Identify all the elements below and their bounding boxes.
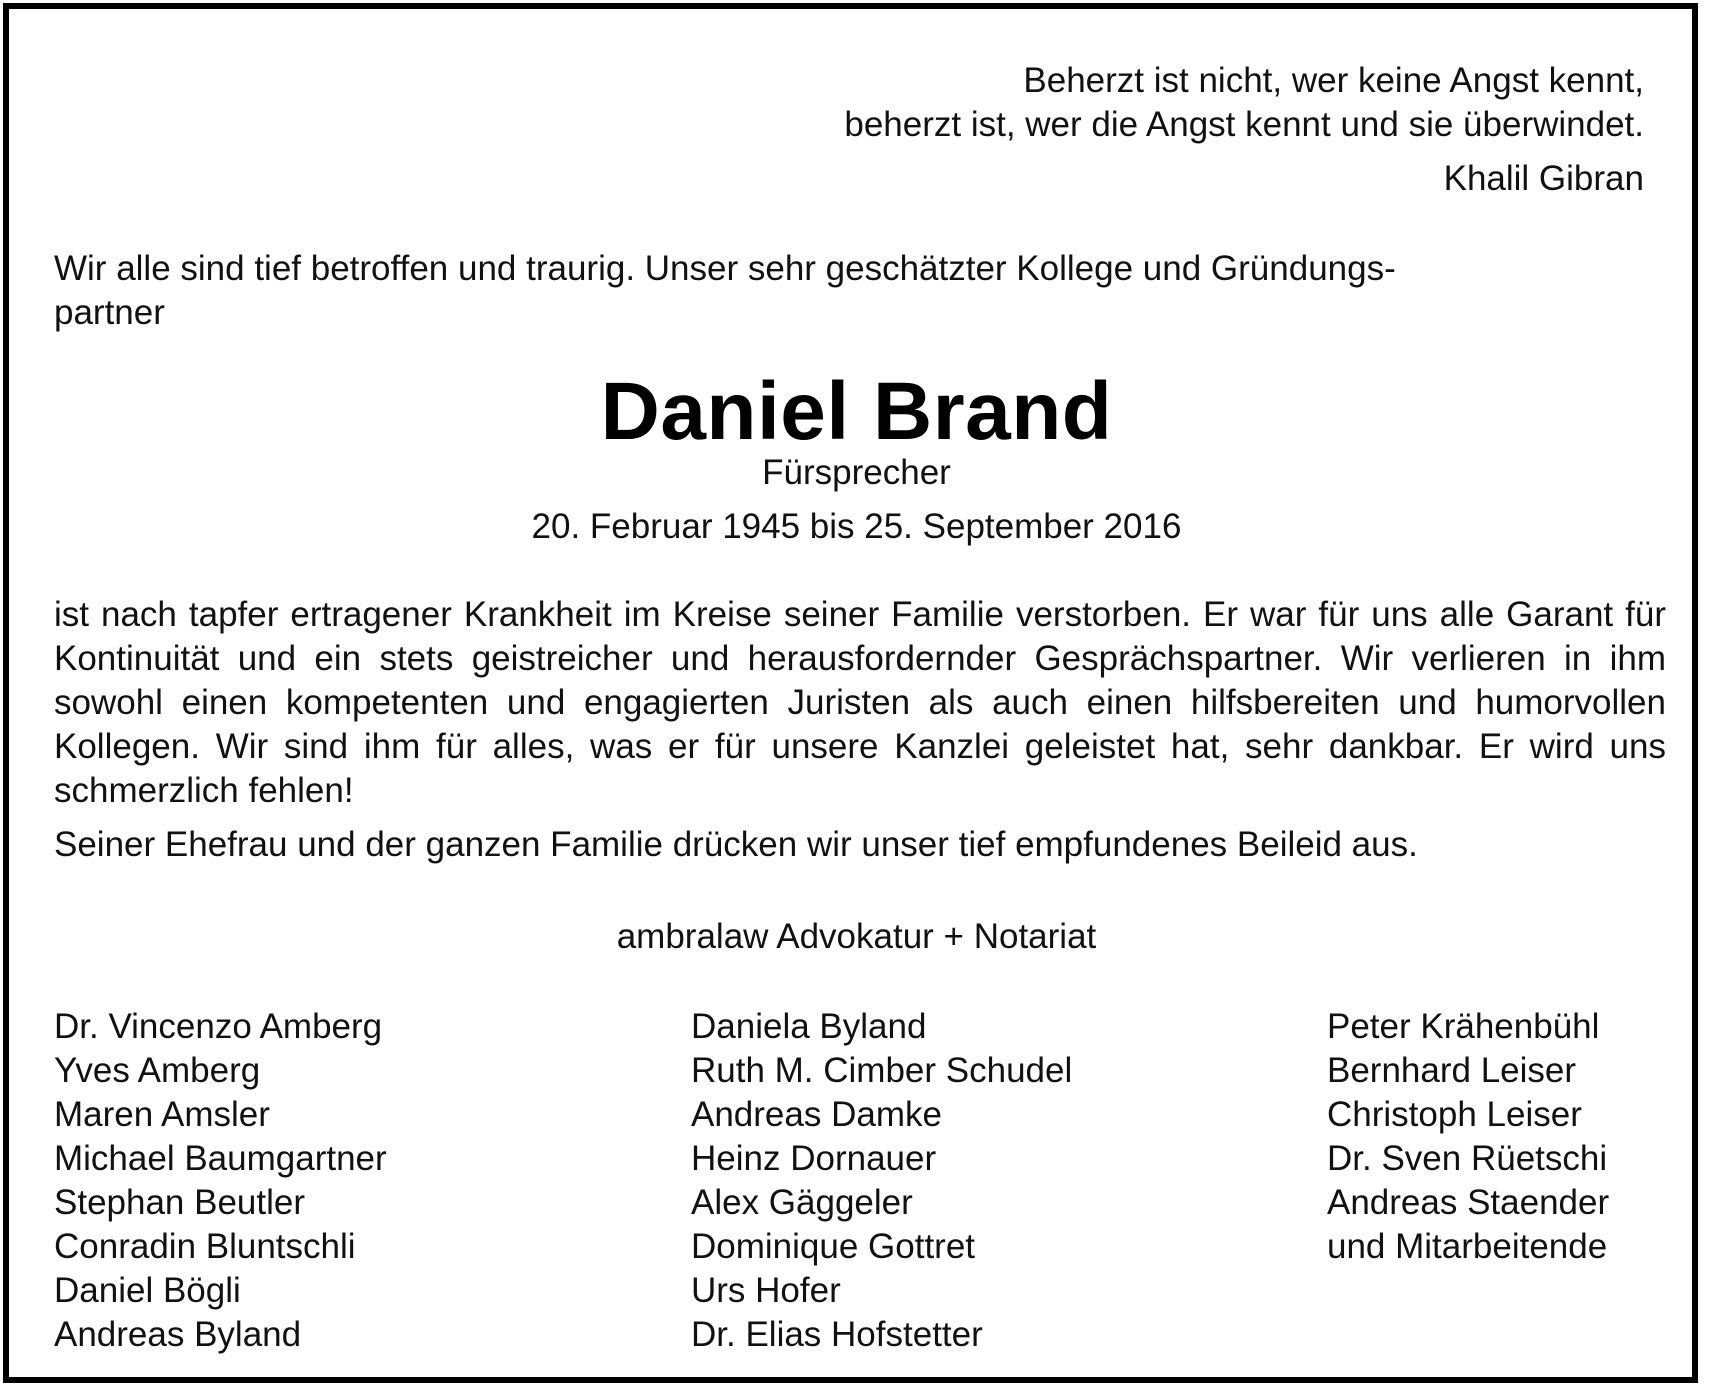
intro-line-1: Wir alle sind tief betroffen und traurig. Unser sehr geschätzter Kollege und Gründungs- bbox=[54, 249, 1396, 288]
firm-name: ambralaw Advokatur + Notariat bbox=[616, 917, 1097, 956]
quote-line-1: Beherzt ist nicht, wer keine Angst kennt, bbox=[1023, 61, 1644, 100]
signatories-column-1 bbox=[54, 1005, 387, 1357]
quote-block bbox=[844, 59, 1644, 201]
signatory-name: Urs Hofer bbox=[691, 1271, 841, 1310]
quote-line-2: beherzt ist, wer die Angst kennt und sie überwindet. bbox=[844, 105, 1644, 144]
signatory-name: Dr. Vincenzo Amberg bbox=[54, 1007, 383, 1046]
body-paragraph-2: Seiner Ehefrau und der ganzen Familie drücken wir unser tief empfundenes Beileid aus. bbox=[54, 825, 1418, 864]
signatory-name: Michael Baumgartner bbox=[54, 1139, 387, 1178]
deceased-profession: Fürsprecher bbox=[762, 453, 951, 492]
signatory-name: Yves Amberg bbox=[54, 1051, 261, 1090]
signatory-name: Daniel Bögli bbox=[54, 1271, 241, 1310]
signatory-name: Alex Gäggeler bbox=[691, 1183, 913, 1222]
signatory-name: Conradin Bluntschli bbox=[54, 1227, 356, 1266]
signatory-name: Dr. Elias Hofstetter bbox=[691, 1315, 983, 1354]
deceased-name: Daniel Brand bbox=[600, 366, 1113, 457]
signatory-name: Peter Krähenbühl bbox=[1327, 1007, 1600, 1046]
signatory-name: Heinz Dornauer bbox=[691, 1139, 937, 1178]
signatory-name: Andreas Staender bbox=[1327, 1183, 1610, 1222]
body-paragraph-1: ist nach tapfer ertragener Krankheit im Kreise seiner Familie verstorben. Er war für uns alle Garant für Kontinuität und ein stets geistreicher und herausfordernder Gesprächspartner. Wir verlieren in ihm sowohl einen kompetenten und engagierten Juristen als auch einen hilfsbereiten und humorvollen Kollegen. Wir sind ihm für alles, was er für unsere Kanzlei geleistet hat, sehr dankbar. Er wird uns schmerzlich fehlen! bbox=[54, 595, 1666, 810]
quote-author: Khalil Gibran bbox=[1443, 159, 1644, 198]
signatory-name: Maren Amsler bbox=[54, 1095, 270, 1134]
signatory-name: Bernhard Leiser bbox=[1327, 1051, 1577, 1090]
signatories-column-3 bbox=[1327, 1005, 1609, 1269]
signatory-name: Dominique Gottret bbox=[691, 1227, 976, 1266]
intro-line-2: partner bbox=[54, 293, 165, 332]
deceased-block bbox=[9, 367, 1704, 547]
signatory-name: Stephan Beutler bbox=[54, 1183, 306, 1222]
intro-text bbox=[54, 247, 1664, 335]
signatories-column-2 bbox=[691, 1005, 1072, 1357]
obituary-body bbox=[54, 593, 1666, 867]
signatory-name: Ruth M. Cimber Schudel bbox=[691, 1051, 1073, 1090]
deceased-dates: 20. Februar 1945 bis 25. September 2016 bbox=[531, 507, 1182, 546]
signatory-name: Andreas Damke bbox=[691, 1095, 942, 1134]
obituary-frame bbox=[3, 3, 1698, 1383]
signatory-name: Daniela Byland bbox=[691, 1007, 927, 1046]
signatory-name: Andreas Byland bbox=[54, 1315, 302, 1354]
signatory-name: Christoph Leiser bbox=[1327, 1095, 1582, 1134]
signatory-name: Dr. Sven Rüetschi bbox=[1327, 1139, 1608, 1178]
signatory-name: und Mitarbeitende bbox=[1327, 1227, 1608, 1266]
